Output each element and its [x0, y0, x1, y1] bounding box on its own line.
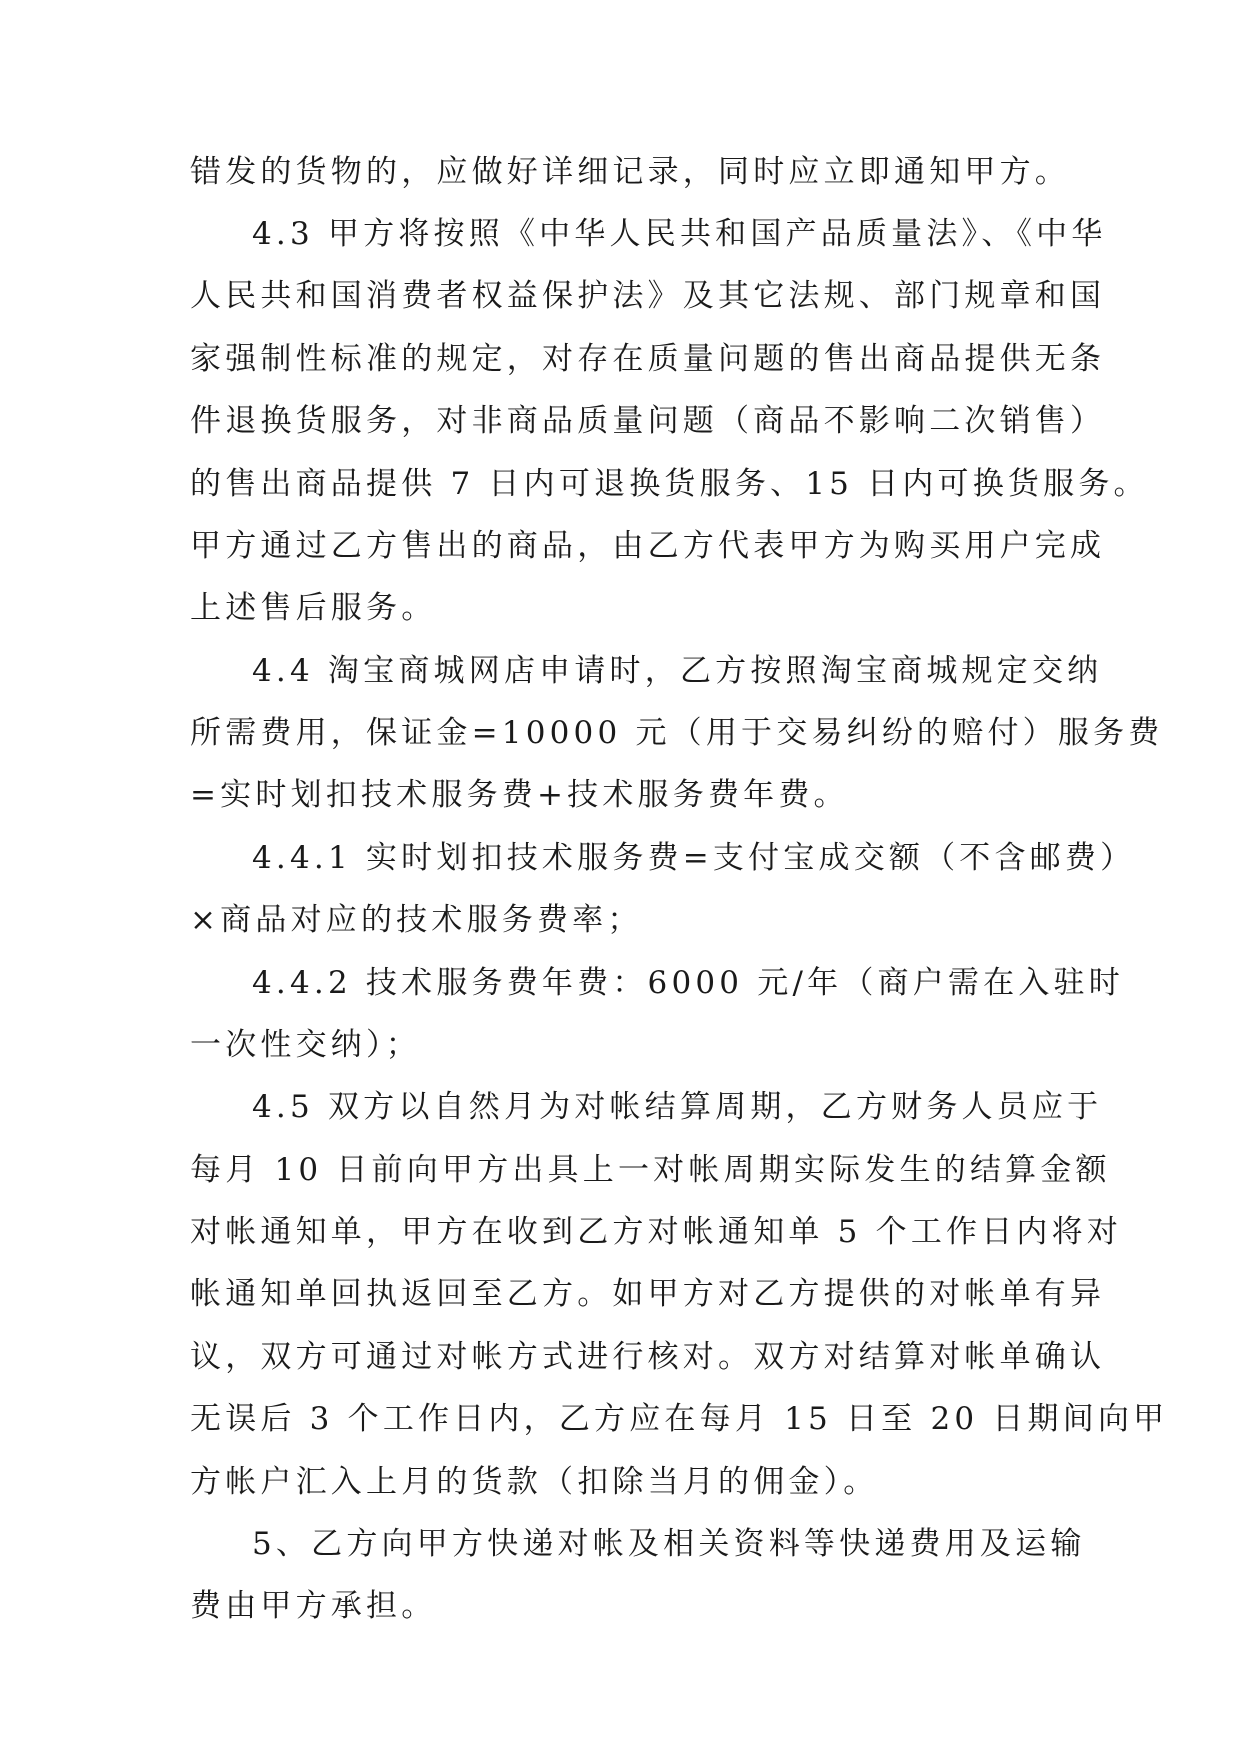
- text-line: 家强制性标准的规定，对存在质量问题的售出商品提供无条: [190, 341, 1106, 377]
- text-line: 人民共和国消费者权益保护法》及其它法规、部门规章和国: [190, 278, 1106, 314]
- text-line: 方帐户汇入上月的货款（扣除当月的佣金）。: [190, 1464, 879, 1500]
- text-line: 费由甲方承担。: [190, 1588, 437, 1624]
- text-line: 甲方通过乙方售出的商品，由乙方代表甲方为购买用户完成: [190, 528, 1106, 564]
- text-line: 对帐通知单，甲方在收到乙方对帐通知单 5 个工作日内将对: [190, 1214, 1123, 1250]
- text-line: ×商品对应的技术服务费率；: [190, 902, 643, 938]
- paragraph-5-first-line: 5、乙方向甲方快递对帐及相关资料等快递费用及运输: [252, 1526, 1086, 1562]
- text-line: =实时划扣技术服务费+技术服务费年费。: [190, 777, 849, 813]
- paragraph-4-4-1-first-line: 4.4.1 实时划扣技术服务费=支付宝成交额（不含邮费）: [252, 840, 1136, 876]
- paragraph-4-5-first-line: 4.5 双方以自然月为对帐结算周期，乙方财务人员应于: [252, 1089, 1103, 1125]
- text-line: 帐通知单回执返回至乙方。如甲方对乙方提供的对帐单有异: [190, 1276, 1106, 1312]
- text-line: 所需费用，保证金=10000 元（用于交易纠纷的赔付）服务费: [190, 715, 1164, 751]
- text-line: 每月 10 日前向甲方出具上一对帐周期实际发生的结算金额: [190, 1152, 1111, 1188]
- text-line: 议，双方可通过对帐方式进行核对。双方对结算对帐单确认: [190, 1339, 1106, 1375]
- text-line: 上述售后服务。: [190, 590, 437, 626]
- text-line: 一次性交纳）；: [190, 1027, 421, 1063]
- paragraph-4-4-2-first-line: 4.4.2 技术服务费年费：6000 元/年（商户需在入驻时: [252, 965, 1124, 1001]
- text-line: 件退换货服务，对非商品质量问题（商品不影响二次销售）: [190, 403, 1106, 439]
- paragraph-4-4-first-line: 4.4 淘宝商城网店申请时，乙方按照淘宝商城规定交纳: [252, 653, 1103, 689]
- text-line: 错发的货物的，应做好详细记录，同时应立即通知甲方。: [190, 154, 1070, 190]
- text-line: 无误后 3 个工作日内，乙方应在每月 15 日至 20 日期间向甲: [190, 1401, 1169, 1437]
- paragraph-4-3-first-line: 4.3 甲方将按照《中华人民共和国产品质量法》、《中华: [252, 216, 1107, 252]
- text-line: 的售出商品提供 7 日内可退换货服务、15 日内可换货服务。: [190, 466, 1149, 502]
